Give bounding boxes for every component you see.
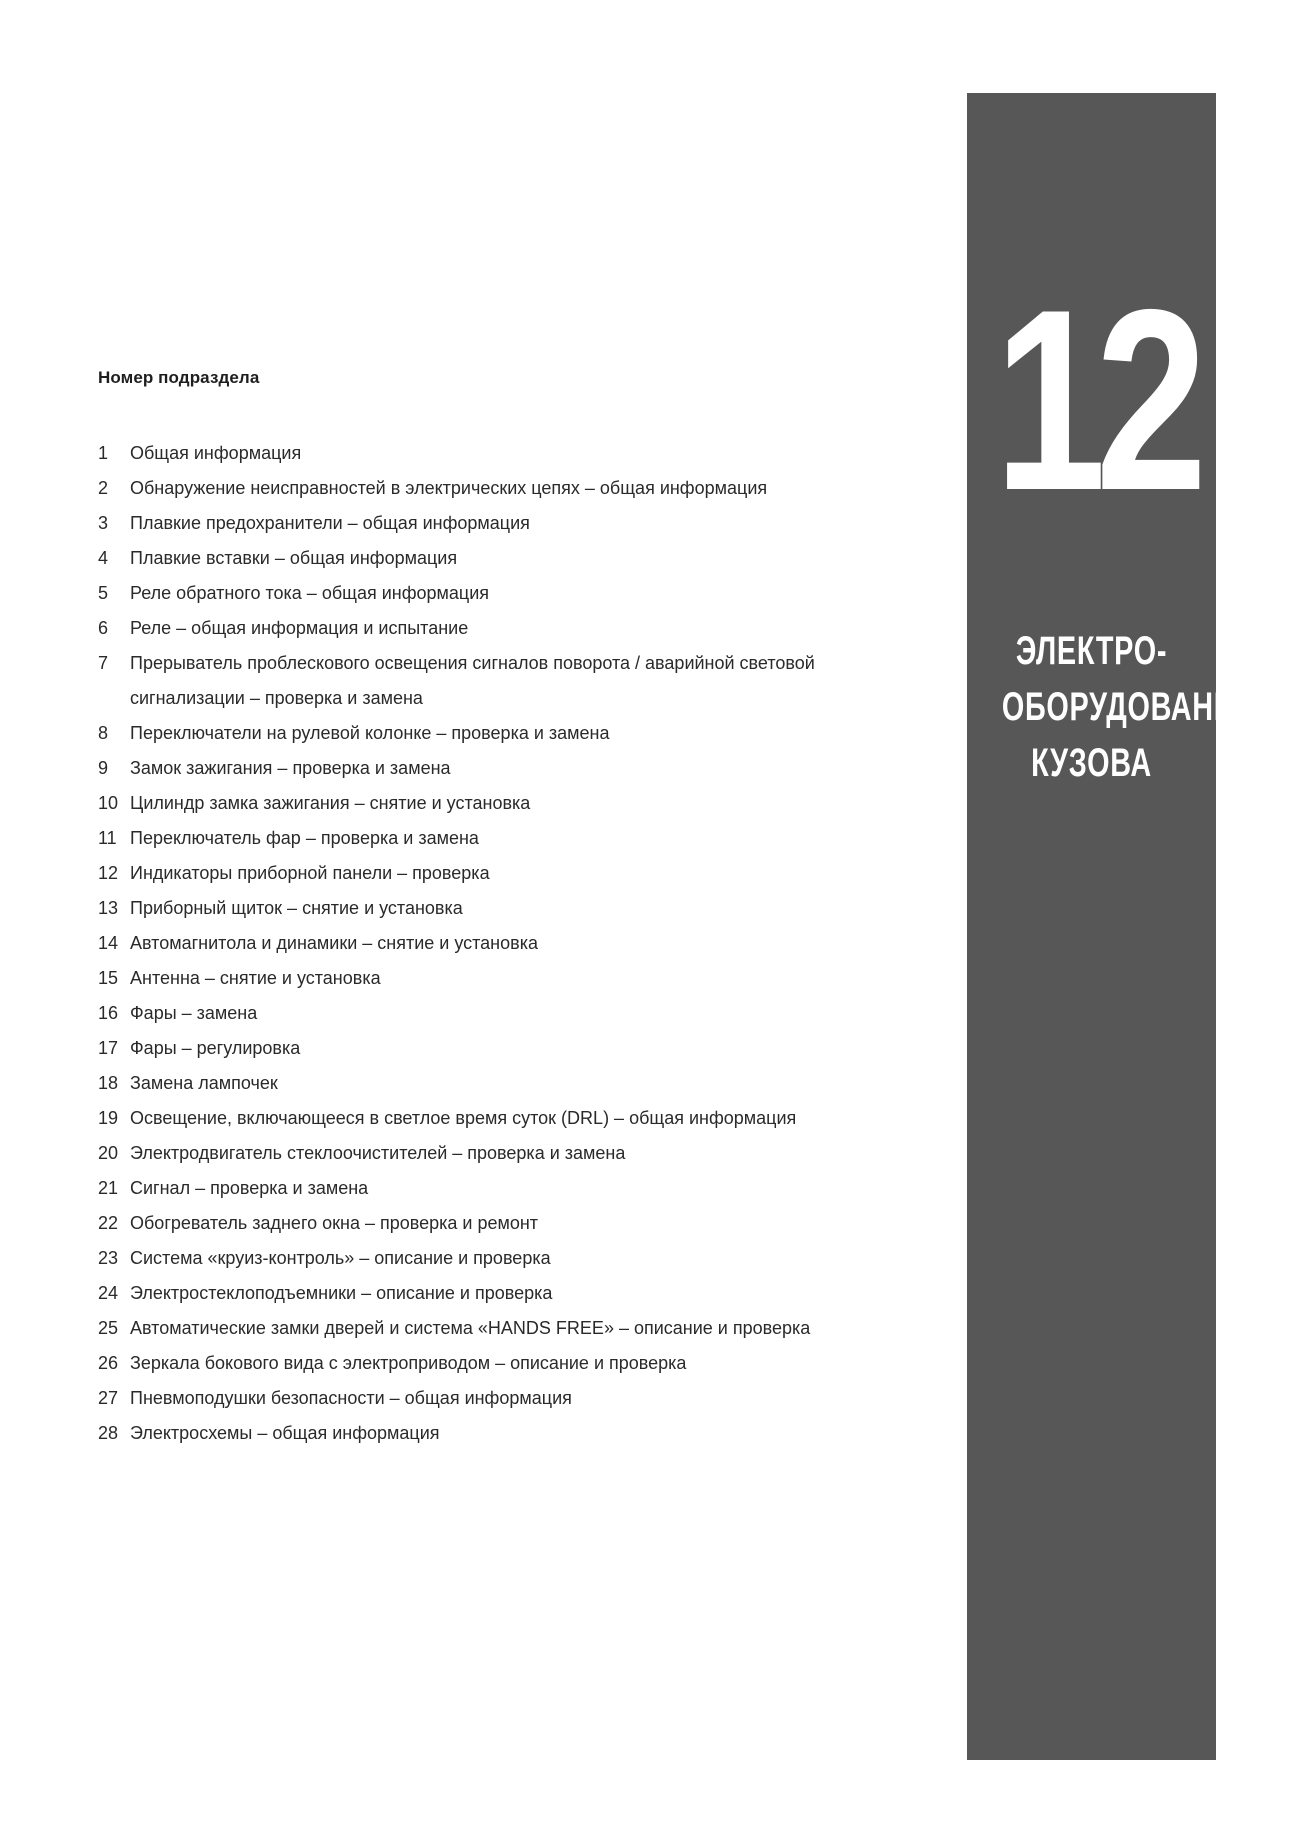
toc-item-number: 19 — [98, 1108, 119, 1128]
toc-item — [98, 1066, 878, 1101]
toc-item-number: 26 — [98, 1353, 119, 1373]
toc-item-number: 18 — [98, 1073, 119, 1093]
toc-item-number: 22 — [98, 1213, 119, 1233]
toc-item-title: Фары – замена — [130, 1003, 258, 1023]
toc-item-title: Пневмоподушки безопасности – общая информация — [130, 1388, 572, 1408]
table-of-contents — [98, 368, 878, 1451]
toc-item-title: Общая информация — [130, 443, 302, 463]
toc-item-title: Зеркала бокового вида с электроприводом – описание и проверка — [130, 1353, 687, 1373]
toc-item — [98, 506, 878, 541]
toc-item-number: 7 — [98, 653, 109, 673]
toc-item-number: 28 — [98, 1423, 119, 1443]
toc-item-number: 2 — [98, 478, 109, 498]
toc-item-number: 12 — [98, 863, 119, 883]
toc-item-number: 4 — [98, 548, 109, 568]
toc-item-title: Автоматические замки дверей и система «HANDS FREE» – описание и проверка — [130, 1318, 811, 1338]
toc-item — [98, 786, 878, 821]
toc-item — [98, 541, 878, 576]
toc-item-number: 17 — [98, 1038, 119, 1058]
toc-item — [98, 1031, 878, 1066]
toc-item-title: Освещение, включающееся в светлое время суток (DRL) – общая информация — [130, 1108, 797, 1128]
toc-item — [98, 1346, 878, 1381]
toc-item-number: 1 — [98, 443, 109, 463]
chapter-title-line: ОБОРУДОВАНИЕ — [1001, 685, 1256, 729]
toc-item — [98, 751, 878, 786]
toc-item-number: 8 — [98, 723, 109, 743]
toc-item-number: 21 — [98, 1178, 119, 1198]
toc-item — [98, 891, 878, 926]
toc-item-number: 14 — [98, 933, 119, 953]
toc-item-title: Замок зажигания – проверка и замена — [130, 758, 451, 778]
toc-item-number: 3 — [98, 513, 109, 533]
toc-item-number: 16 — [98, 1003, 119, 1023]
toc-item-title: Цилиндр замка зажигания – снятие и установка — [130, 793, 531, 813]
toc-item-number: 5 — [98, 583, 109, 603]
toc-item-number: 10 — [98, 793, 119, 813]
toc-item — [98, 961, 878, 996]
chapter-side-band — [967, 93, 1256, 1760]
toc-item-title: Переключатель фар – проверка и замена — [130, 828, 479, 848]
toc-item-title: Фары – регулировка — [130, 1038, 301, 1058]
toc-item — [98, 821, 878, 856]
toc-item-title: Индикаторы приборной панели – проверка — [130, 863, 490, 883]
toc-item — [98, 1311, 878, 1346]
toc-item-title: Плавкие предохранители – общая информация — [130, 513, 530, 533]
toc-item — [98, 996, 878, 1031]
toc-item-title: Антенна – снятие и установка — [130, 968, 381, 988]
toc-item — [98, 1136, 878, 1171]
toc-item — [98, 646, 878, 716]
toc-item-number: 24 — [98, 1283, 119, 1303]
toc-item-title: Замена лампочек — [130, 1073, 278, 1093]
toc-item — [98, 1206, 878, 1241]
toc-item-title: Переключатели на рулевой колонке – проверка и замена — [130, 723, 610, 743]
toc-item — [98, 1171, 878, 1206]
toc-item — [98, 1101, 878, 1136]
toc-heading: Номер подраздела — [98, 368, 260, 387]
toc-item-title: Система «круиз-контроль» – описание и проверка — [130, 1248, 551, 1268]
toc-item-number: 27 — [98, 1388, 119, 1408]
toc-item — [98, 716, 878, 751]
toc-item-title: Обнаружение неисправностей в электрических цепях – общая информация — [130, 478, 768, 498]
toc-item-number: 15 — [98, 968, 119, 988]
toc-item-number: 11 — [98, 828, 117, 848]
toc-list — [98, 436, 878, 1451]
toc-item-title: Автомагнитола и динамики – снятие и установка — [130, 933, 538, 953]
toc-item — [98, 611, 878, 646]
toc-item-title: Приборный щиток – снятие и установка — [130, 898, 463, 918]
toc-item-title: Электростеклоподъемники – описание и проверка — [130, 1283, 553, 1303]
toc-item — [98, 1381, 878, 1416]
toc-item — [98, 856, 878, 891]
toc-item — [98, 471, 878, 506]
toc-item-title: Сигнал – проверка и замена — [130, 1178, 369, 1198]
toc-item-number: 6 — [98, 618, 109, 638]
toc-item-title: Прерыватель проблескового освещения сигналов поворота / аварийной световой сигнализации – проверка и замена — [130, 653, 815, 708]
toc-item-number: 20 — [98, 1143, 119, 1163]
toc-item-title: Электросхемы – общая информация — [130, 1423, 440, 1443]
chapter-title-line: КУЗОВА — [1031, 741, 1152, 785]
toc-item-title: Обогреватель заднего окна – проверка и ремонт — [130, 1213, 539, 1233]
toc-item — [98, 436, 878, 471]
toc-item-number: 9 — [98, 758, 109, 778]
toc-item — [98, 926, 878, 961]
toc-item-title: Реле – общая информация и испытание — [130, 618, 469, 638]
chapter-title-line: ЭЛЕКТРО- — [1015, 629, 1168, 673]
toc-item-number: 23 — [98, 1248, 119, 1268]
toc-item — [98, 576, 878, 611]
toc-item-title: Реле обратного тока – общая информация — [130, 583, 490, 603]
toc-item-number: 25 — [98, 1318, 119, 1338]
toc-item — [98, 1276, 878, 1311]
toc-item — [98, 1241, 878, 1276]
toc-item-number: 13 — [98, 898, 119, 918]
toc-item-title: Плавкие вставки – общая информация — [130, 548, 458, 568]
toc-item-title: Электродвигатель стеклоочистителей – проверка и замена — [130, 1143, 626, 1163]
chapter-number: 12 — [994, 255, 1197, 544]
chapter-title — [967, 623, 1256, 791]
toc-item — [98, 1416, 878, 1451]
